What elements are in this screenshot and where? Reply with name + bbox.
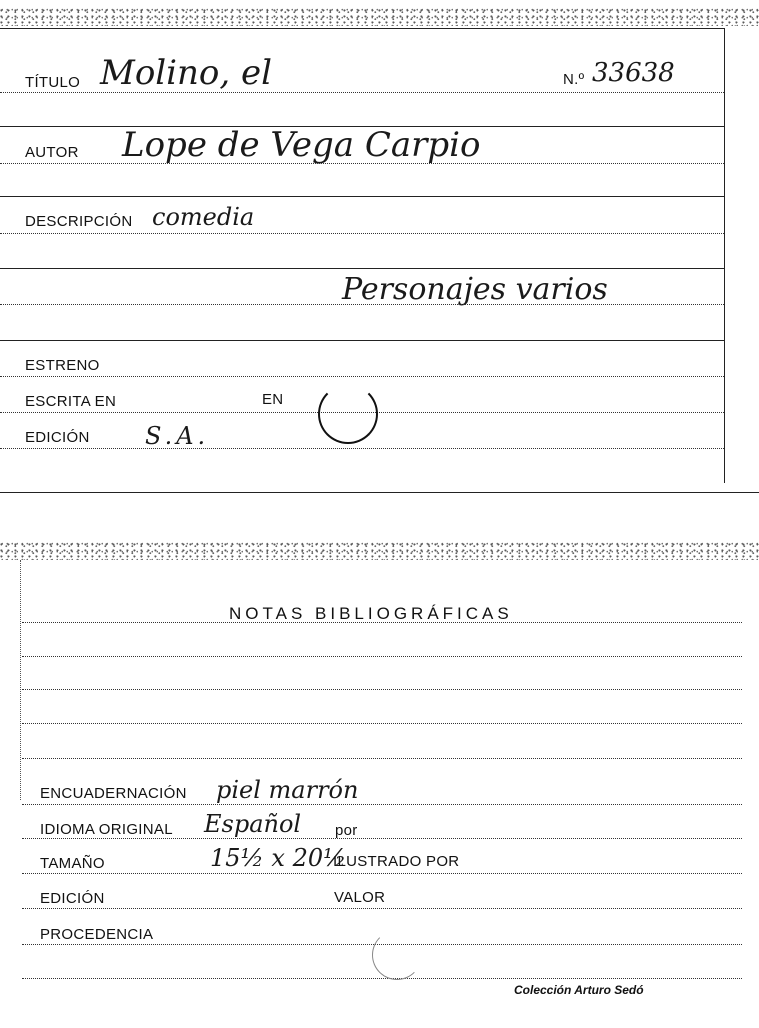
punch-hole [318, 384, 378, 444]
tamano-value: 15½ x 20½ [210, 844, 347, 872]
card-bottom-edge [0, 492, 759, 493]
procedencia-rule-2 [22, 978, 742, 979]
procedencia-label: PROCEDENCIA [40, 926, 154, 943]
por-label: por [335, 822, 358, 839]
personajes-note: Personajes varios [342, 272, 608, 307]
descripcion-rule [0, 233, 724, 234]
autor-rule [0, 163, 724, 164]
card-top-rule [0, 28, 724, 29]
autor-value: Lope de Vega Carpio [122, 125, 481, 165]
idioma-value: Español [204, 810, 302, 838]
notes-rule-2 [22, 656, 742, 657]
edicion-value: S.A. [145, 422, 210, 450]
descripcion-value: comedia [152, 203, 255, 231]
escrita-en-label: EN [262, 391, 284, 408]
notes-rule-3 [22, 689, 742, 690]
ilustrado-label: ILUSTRADO POR [333, 853, 460, 870]
tamano-rule [22, 873, 742, 874]
punch-hole [372, 930, 422, 980]
rule-8 [0, 340, 724, 341]
notes-rule-4 [22, 723, 742, 724]
titulo-label: TÍTULO [25, 74, 81, 91]
catalog-card-back [0, 538, 759, 1028]
escrita-label: ESCRITA EN [25, 393, 117, 410]
back-edicion-label: EDICIÓN [40, 890, 105, 907]
edicion-rule [0, 448, 724, 449]
estreno-rule [0, 376, 724, 377]
numero-label: N.º [563, 71, 585, 88]
rule-4 [0, 196, 724, 197]
edicion-rule [22, 908, 742, 909]
tamano-label: TAMAÑO [40, 855, 105, 872]
card-top-edge [0, 542, 759, 560]
card-right-border [724, 28, 725, 483]
rule-6 [0, 268, 724, 269]
notas-title: NOTAS BIBLIOGRÁFICAS [229, 604, 513, 623]
card-top-edge [0, 8, 759, 26]
catalog-card-front [0, 0, 759, 495]
idioma-rule [22, 838, 742, 839]
estreno-label: ESTRENO [25, 357, 100, 374]
encuadernacion-rule [22, 804, 742, 805]
notes-rule-5 [22, 758, 742, 759]
idioma-label: IDIOMA ORIGINAL [40, 821, 173, 838]
titulo-value: Molino, el [100, 53, 273, 93]
encuadernacion-label: ENCUADERNACIÓN [40, 785, 187, 802]
encuadernacion-value: piel marrón [216, 776, 359, 804]
descripcion-label: DESCRIPCIÓN [25, 213, 133, 230]
collection-footer: Colección Arturo Sedó [514, 983, 644, 997]
autor-label: AUTOR [25, 144, 79, 161]
notes-rule-1 [22, 622, 742, 623]
titulo-rule [0, 92, 724, 93]
edicion-label: EDICIÓN [25, 429, 90, 446]
rule-7 [0, 304, 724, 305]
valor-label: VALOR [334, 889, 386, 906]
numero-value: 33638 [592, 58, 675, 88]
card-left-border [20, 560, 21, 800]
